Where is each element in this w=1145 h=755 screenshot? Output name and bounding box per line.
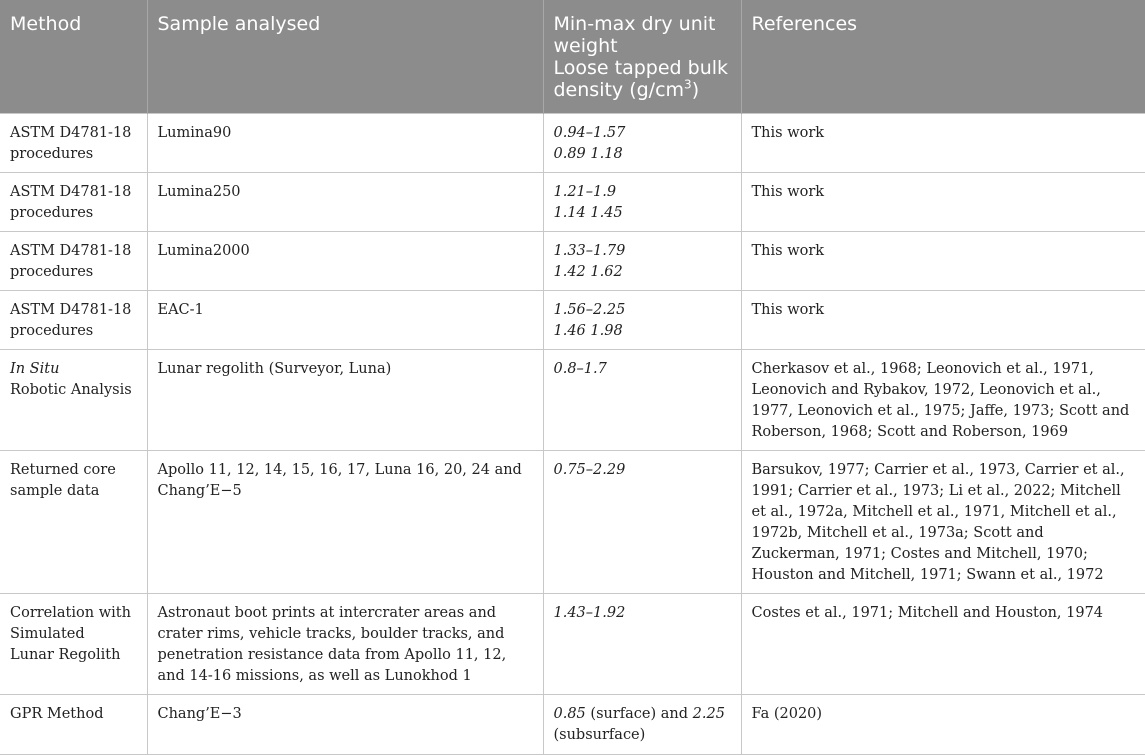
table-row [0, 173, 1145, 232]
cell-references: This work [741, 232, 1145, 291]
cell-sample: Lunar regolith (Surveyor, Luna) [147, 350, 543, 451]
cell-references: Fa (2020) [741, 695, 1145, 755]
cell-sample: Astronaut boot prints at intercrater areas and crater rims, vehicle tracks, boulder tracks, and penetration resistance data from Apollo 11, 12, and 14-16 missions, as well as Lunokhod 1 [147, 594, 543, 695]
cell-method [0, 350, 147, 451]
density-surface-note: (surface) and [585, 706, 693, 722]
method-line1: Correlation with [10, 605, 131, 621]
table-row [0, 350, 1145, 451]
table-header [0, 0, 1145, 114]
density-loose-tapped: 1.46 1.98 [553, 323, 623, 339]
density-subsurface: 2.25 [692, 706, 725, 722]
table-row [0, 695, 1145, 755]
cell-references: Barsukov, 1977; Carrier et al., 1973, Carrier et al., 1991; Carrier et al., 1973; Li et al., 2022; Mitchell et al., 1972a, Mitchell et al., 1971, Mitchell et al., 1972b, Mitchell et al., 1973a; Scott and Zuckerman, 1971; Costes and Mitchell, 1970; Houston and Mitchell, 1971; Swann et al., 1972 [741, 451, 1145, 594]
cell-density [543, 594, 741, 695]
header-references: References [741, 0, 1145, 114]
cell-sample: Lumina90 [147, 114, 543, 173]
density-loose-tapped: 1.14 1.45 [553, 205, 623, 221]
table-row [0, 594, 1145, 695]
cell-density [543, 114, 741, 173]
cell-method: ASTM D4781-18 procedures [0, 232, 147, 291]
cell-references: This work [741, 173, 1145, 232]
density-min-max: 0.8–1.7 [553, 361, 607, 377]
cell-references: This work [741, 114, 1145, 173]
cell-density [543, 173, 741, 232]
density-surface: 0.85 [553, 706, 586, 722]
header-method: Method [0, 0, 147, 114]
cell-sample: EAC-1 [147, 291, 543, 350]
cell-density [543, 451, 741, 594]
cell-method: ASTM D4781-18 procedures [0, 114, 147, 173]
density-loose-tapped: 1.42 1.62 [553, 264, 623, 280]
density-min-max: 0.75–2.29 [553, 462, 626, 478]
table-row [0, 451, 1145, 594]
density-loose-tapped: 0.89 1.18 [553, 146, 623, 162]
density-subsurface-note: (subsurface) [553, 727, 646, 743]
density-min-max: 0.94–1.57 [553, 125, 626, 141]
cell-references: Cherkasov et al., 1968; Leonovich et al., 1971, Leonovich and Rybakov, 1972, Leonovich et al., 1977, Leonovich et al., 1975; Jaffe, 1973; Scott and Roberson, 1968; Scott and Roberson, 1969 [741, 350, 1145, 451]
density-min-max: 1.43–1.92 [553, 605, 626, 621]
density-min-max: 1.21–1.9 [553, 184, 617, 200]
method-line2: Simulated [10, 626, 85, 642]
header-row [0, 0, 1145, 114]
header-sample: Sample analysed [147, 0, 543, 114]
cell-sample: Lumina250 [147, 173, 543, 232]
header-density-end: ) [691, 79, 700, 101]
method-line3: Lunar Regolith [10, 647, 121, 663]
method-robotic: Robotic Analysis [10, 382, 132, 398]
density-min-max: 1.56–2.25 [553, 302, 626, 318]
cell-sample: Apollo 11, 12, 14, 15, 16, 17, Luna 16, 20, 24 and Chang’E−5 [147, 451, 543, 594]
cell-method: Returned core sample data [0, 451, 147, 594]
table-row [0, 291, 1145, 350]
cell-density [543, 350, 741, 451]
cell-sample: Chang’E−3 [147, 695, 543, 755]
header-density-line1: Min-max dry unit weight [553, 13, 716, 57]
method-in-situ: In Situ [10, 361, 60, 377]
density-min-max: 1.33–1.79 [553, 243, 626, 259]
cell-density [543, 232, 741, 291]
cell-method: GPR Method [0, 695, 147, 755]
table-row [0, 114, 1145, 173]
cell-sample: Lumina2000 [147, 232, 543, 291]
table-row [0, 232, 1145, 291]
cell-method: ASTM D4781-18 procedures [0, 173, 147, 232]
cell-references: Costes et al., 1971; Mitchell and Houston, 1974 [741, 594, 1145, 695]
header-density-line2: Loose tapped bulk density (g/cm [553, 57, 729, 101]
cell-references: This work [741, 291, 1145, 350]
cell-density [543, 291, 741, 350]
cell-method: ASTM D4781-18 procedures [0, 291, 147, 350]
header-density [543, 0, 741, 114]
header-density-sup: 3 [684, 77, 692, 92]
cell-method [0, 594, 147, 695]
cell-density [543, 695, 741, 755]
